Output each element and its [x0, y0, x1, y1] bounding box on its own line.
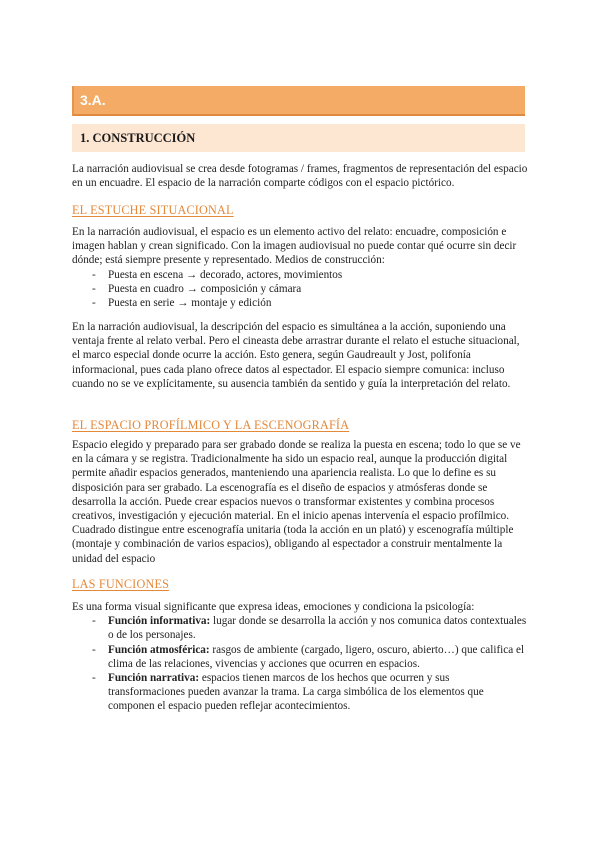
construction-list [72, 268, 528, 311]
list-item: - Puesta en escena → decorado, actores, movimientos [72, 268, 528, 282]
section-estuche-body [72, 225, 528, 310]
functions-list [72, 614, 528, 713]
section-title-funciones: LAS FUNCIONES [72, 577, 170, 591]
intro-paragraph: La narración audiovisual se crea desde fotogramas / frames, fragmentos de representación del espacio en un encuadre. El espacio de la narración comparte códigos con el espacio pictórico. [72, 163, 528, 190]
section-banner [72, 86, 525, 116]
section-funciones-body [72, 600, 528, 714]
section-title-profilmico: EL ESPACIO PROFÍLMICO Y LA ESCENOGRAFÍA [72, 418, 350, 432]
function-text: espacios tienen marcos de los hechos que ocurren y sus transformaciones pueden avanzar la trama. La carga simbólica de los elementos que componen el espacio pueden reflejar acontecimientos. [108, 672, 484, 713]
function-text: lugar donde se desarrolla la acción y nos comunica datos contextuales o de los personajes. [108, 615, 527, 642]
list-item: - Puesta en cuadro → composición y cámara [72, 282, 528, 296]
funciones-intro: Es una forma visual significante que expresa ideas, emociones y condiciona la psicología: [72, 601, 475, 613]
function-term: Función narrativa: [108, 672, 200, 685]
banner-title: 3.A. [80, 92, 106, 108]
function-term: Función atmosférica: [108, 643, 210, 656]
profilmico-paragraph: Espacio elegido y preparado para ser grabado donde se realiza la puesta en escena; todo lo que se ve en la cámara y se registra. Tradicionalmente ha sido un espacio real, aunque la producción digital permite añadir espacios generados, manteniendo una apariencia realista. Lo que lo define es su disposición para ser grabado. La escenografía es el diseño de espacios y atmósferas donde se desarrolla la acción. Puede crear espacios nuevos o transformar existentes y combina procesos creativos, investigación y ejecución material. En el inicio apenas intervenía el espacio profílmico. Cuadrado distingue entre escenografía unitaria (toda la acción en un plató) y escenografía múltiple (montaje y combinación de varios espacios), obligando al espectador a construir mentalmente la unidad del espacio [72, 439, 521, 565]
function-term: Función informativa: [108, 615, 211, 628]
section-title-estuche: EL ESTUCHE SITUACIONAL [72, 203, 234, 217]
estuche-paragraph-2: En la narración audiovisual, la descripción del espacio es simultánea a la acción, suponiendo una ventaja frente al relato verbal. Pero el cineasta debe arrastrar durante el relato el estuche situacional, el marco especial donde ocurre la acción. Esto genera, según Gaudreault y Jost, polifonía informacional, pues cada plano ofrece datos al espectador. El espacio siempre comunica: incluso cuando no se ve explícitamente, su ausencia también da sentido y guía la interpretación del relato. [72, 321, 520, 390]
function-text: rasgos de ambiente (cargado, ligero, oscuro, abierto…) que califica el clima de las relaciones, vivencias y acciones que ocurren en espacios. [108, 643, 525, 670]
list-item: - Puesta en serie → montaje y edición [72, 296, 528, 310]
list-item [72, 671, 528, 714]
estuche-paragraph-1: En la narración audiovisual, el espacio es un elemento activo del relato: encuadre, composición e imagen hablan y crean significado. Con la imagen audiovisual no puede contar qué ocurre sin decir dónde; está siempre presente y representado. Medios de construcción: [72, 226, 517, 267]
subheader-title: 1. CONSTRUCCIÓN [80, 131, 196, 145]
list-item [72, 614, 528, 642]
subheader-box [72, 124, 525, 152]
list-item [72, 643, 528, 671]
